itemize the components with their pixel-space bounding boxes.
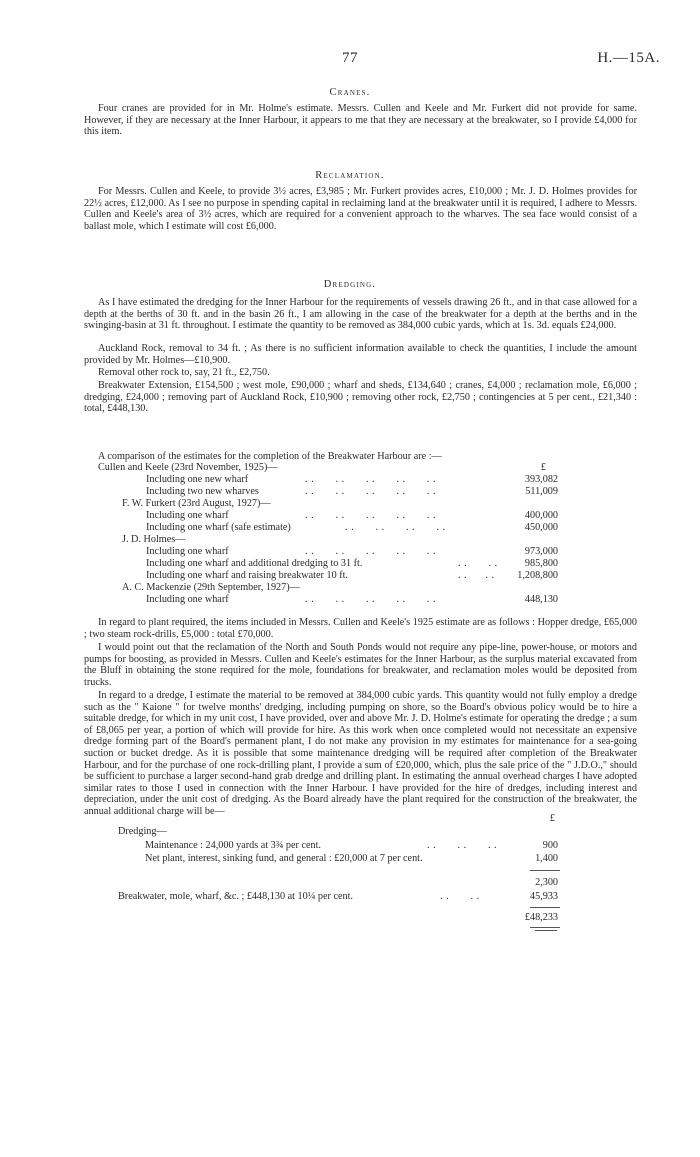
comparison-row-label: Including one wharf — [146, 546, 229, 557]
subtotal-amount: 2,300 — [535, 877, 558, 888]
annual-currency-header: £ — [549, 813, 555, 824]
comparison-row-label: Including one wharf and raising breakwater 10 ft. — [146, 570, 348, 581]
leader-dots: . . . . . . . . . . — [305, 546, 437, 557]
breakwater-amount: 45,933 — [529, 891, 558, 902]
comparison-row-label: Including one wharf — [146, 510, 229, 521]
comparison-row-amount: 448,130 — [524, 594, 558, 605]
dredging-paragraph-4: Breakwater Extension, £154,500 ; west mole, £90,000 ; wharf and sheds, £134,640 ; cranes, £4,000 ; reclamation mole, £6,000 ; dredging, £24,000 ; removing part of Auckland Rock, £10,900 ; removing other rock, £2,750 ; contingencies at 5 per cent., £21,340 : total, £448,130. — [84, 380, 637, 415]
comparison-row-amount: 393,082 — [524, 474, 558, 485]
dredging-label: Dredging— — [118, 826, 167, 837]
dredging-paragraph-2: Auckland Rock, removal to 34 ft. ; As there is no sufficient information available to check the quantities, I include the amount provided by Mr. Holmes—£10,900. — [84, 343, 637, 366]
comparison-row-amount: 985,800 — [524, 558, 558, 569]
leader-dots: . . . . — [458, 570, 495, 581]
subtotal-rule — [530, 870, 560, 871]
comparison-currency-header: £ — [540, 462, 546, 473]
comparison-row-label: Including two new wharves — [146, 486, 259, 497]
comparison-row-amount: 450,000 — [524, 522, 558, 533]
maintenance-amount: 900 — [542, 840, 558, 851]
plant-paragraph-2: I would point out that the reclamation of the North and South Ponds would not require any pipe-line, power-house, or motors and pumps for boosting, as provided in Messrs. Cullen and Keele's estimates for the Inner Harbour, as the surplus material excavated from the Bluff in obtaining the stone required for the mole, foundations for breakwater, and reclamation moles would be deposited from trucks. — [84, 642, 637, 688]
comparison-group-label: F. W. Furkert (23rd August, 1927)— — [122, 498, 271, 509]
comparison-row-amount: 400,000 — [524, 510, 558, 521]
dredging-paragraph-1: As I have estimated the dredging for the Inner Harbour for the requirements of vessels drawing 26 ft., and in that case allowed for a depth at the berths of 30 ft. and in the basin 26 ft., I am allowing in the case of the breakwater for a depth at the berths and in the swinging-basin at 31 ft. throughout. I estimate the quantity to be removed as 384,000 cubic yards, which at 1s. 3d. equals £24,000. — [84, 297, 637, 332]
comparison-row-label: Including one wharf — [146, 594, 229, 605]
maintenance-label: Maintenance : 24,000 yards at 3¾ per cent. — [145, 840, 321, 851]
cranes-paragraph: Four cranes are provided for in Mr. Holme's estimate. Messrs. Cullen and Keele and Mr. Furkert did not provide for same. However, if they are necessary at the Inner Harbour, it appears to me that they are necessary at the breakwater, so I provide £4,000 for this item. — [84, 103, 637, 138]
leader-dots: . . . . . . . . . . — [305, 474, 437, 485]
total-double-rule-second — [535, 930, 557, 931]
leader-dots: . . . . . . . . . . — [305, 486, 437, 497]
section-heading-reclamation: Reclamation. — [315, 170, 385, 181]
comparison-intro: A comparison of the estimates for the completion of the Breakwater Harbour are :— — [98, 451, 442, 462]
comparison-group-label: A. C. Mackenzie (29th September, 1927)— — [122, 582, 300, 593]
total-double-rule — [530, 927, 560, 928]
comparison-row-amount: 511,009 — [525, 486, 558, 497]
comparison-row-amount: 1,208,800 — [517, 570, 558, 581]
leader-dots: . . . . . . . . . . — [305, 510, 437, 521]
leader-dots: . . . . — [458, 558, 498, 569]
total-amount: £48,233 — [524, 912, 558, 923]
comparison-group-label: Cullen and Keele (23rd November, 1925)— — [98, 462, 278, 473]
total-rule — [530, 907, 560, 908]
comparison-group-label: J. D. Holmes— — [122, 534, 186, 545]
net-plant-amount: 1,400 — [535, 853, 558, 864]
comparison-row-label: Including one wharf (safe estimate) — [146, 522, 291, 533]
reclamation-paragraph: For Messrs. Cullen and Keele, to provide 3½ acres, £3,985 ; Mr. Furkert provides acres, £10,000 ; Mr. J. D. Holmes provides for 22½ acres, £12,000. As I see no purpose in spending capital in reclaiming land at the breakwater until it is required, I adhere to Messrs. Cullen and Keele's area of 3½ acres, which are required for a convenient approach to the wharves. The sea face would consist of a ballast mole, which I estimate will cost £6,000. — [84, 186, 637, 232]
dredging-paragraph-3: Removal other rock to, say, 21 ft., £2,750. — [98, 367, 270, 378]
comparison-row-label: Including one wharf and additional dredging to 31 ft. — [146, 558, 363, 569]
plant-paragraph-1: In regard to plant required, the items included in Messrs. Cullen and Keele's 1925 estimate are as follows : Hopper dredge, £65,000 ; two steam rock-drills, £5,000 : total £70,000. — [84, 617, 637, 640]
leader-dots: . . . . . . — [427, 840, 498, 851]
comparison-row-label: Including one new wharf — [146, 474, 249, 485]
plant-paragraph-3: In regard to a dredge, I estimate the material to be removed at 384,000 cubic yards. This quantity would not fully employ a dredge such as the " Kaione " for twelve months' dredging, including pumping on shore, so the Board's obvious policy would be to hire a suitable dredge, for which in my unit cost, I have provided, over and above Mr. J. D. Holme's estimate for operating the dredge ; a sum of £8,065 per year, a portion of which will provide for hire. As this work when once completed would not necessitate an expensive dredge forming part of the Board's permanent plant, I do not make any provision in my estimates for maintenance for a sea-going suction or bucket dredge. As it is possible that some maintenance dredging will be required after completion of the Breakwater Harbour, and for the purchase of one rock-drilling plant, I provide a sum of £20,000, which, plus the sale price of the " J.D.O.," should be sufficient to purchase a larger second-hand grab dredge and drilling plant. In estimating the annual overhead charges I have adopted similar rates to those I used in connection with the Inner Harbour. I have provided for the hire of dredges, including interest and depreciation, under the unit cost of dredging. As the Board already have the plant required for the construction of the breakwater, the annual additional charge will be— — [84, 690, 637, 817]
paper-reference: H.—15A. — [597, 50, 660, 66]
leader-dots: . . . . — [440, 891, 480, 902]
comparison-row-amount: 973,000 — [524, 546, 558, 557]
net-plant-label: Net plant, interest, sinking fund, and general : £20,000 at 7 per cent. — [145, 853, 423, 864]
section-heading-cranes: Cranes. — [329, 87, 371, 98]
section-heading-dredging: Dredging. — [323, 279, 377, 290]
leader-dots: . . . . . . . . — [345, 522, 446, 533]
page-number: 77 — [342, 50, 358, 66]
breakwater-label: Breakwater, mole, wharf, &c. ; £448,130 at 10¼ per cent. — [118, 891, 353, 902]
leader-dots: . . . . . . . . . . — [305, 594, 437, 605]
